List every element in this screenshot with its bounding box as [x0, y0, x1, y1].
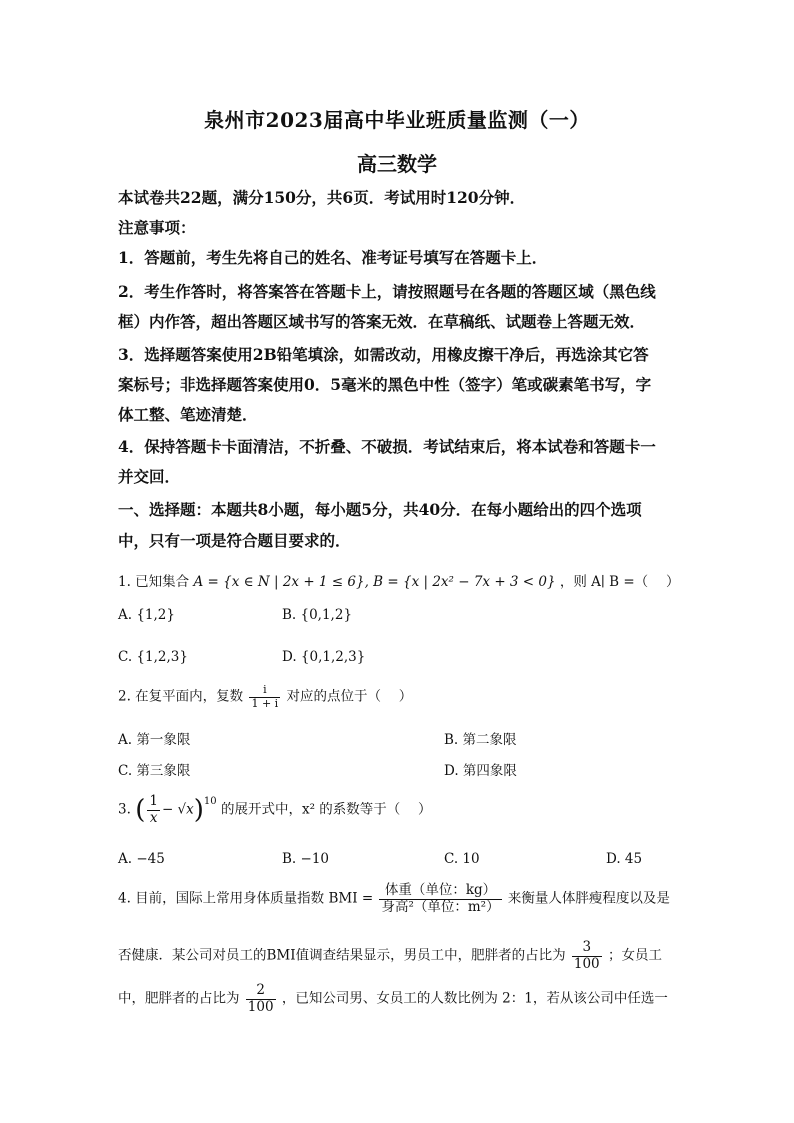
question-2-option-d: D. 第四象限	[444, 763, 517, 779]
section-1-heading-line-2: 中，只有一项是符合题目要求的．	[118, 531, 351, 550]
notice-item-2-line-1: 2．考生作答时，将答案答在答题卡上，请按照题号在各题的答题区域（黑色线	[118, 282, 656, 301]
question-3-fraction-denominator: x	[149, 809, 158, 826]
exam-subtitle: 高三数学	[357, 152, 437, 176]
question-4-line-1	[118, 883, 670, 915]
notice-item-4-line-2: 并交回．	[118, 467, 181, 486]
question-3-exponent: 10	[203, 795, 217, 807]
male-obesity-fraction	[572, 940, 602, 972]
question-3-fraction-numerator: 1	[149, 793, 158, 809]
question-2-fraction-denominator: 1 + i	[251, 696, 279, 710]
question-1-prefix: 1. 已知集合	[118, 574, 190, 590]
question-2-fraction	[249, 684, 280, 710]
female-obesity-denominator: 100	[247, 998, 274, 1015]
question-1-option-a: A. {1,2}	[118, 607, 175, 623]
question-2-suffix: 对应的点位于（ ）	[286, 688, 413, 705]
question-2-prefix: 2. 在复平面内，复数	[118, 688, 244, 705]
female-obesity-numerator: 2	[246, 983, 276, 1000]
question-4-line-3-prefix: 中，肥胖者的占比为	[118, 990, 240, 1007]
male-obesity-numerator: 3	[572, 940, 602, 957]
section-1-heading-line-1: 一、选择题：本题共8小题，每小题5分，共40分．在每小题给出的四个选项	[118, 500, 642, 519]
question-3-prefix: 3.	[118, 801, 131, 818]
right-paren: )	[193, 795, 204, 826]
question-2-option-c: C. 第三象限	[118, 763, 191, 779]
question-2-option-b: B. 第二象限	[444, 732, 517, 748]
question-3-option-b: B. −10	[282, 851, 329, 867]
notice-item-3-line-3: 体工整、笔迹清楚．	[118, 405, 258, 424]
question-3-option-a: A. −45	[118, 851, 165, 867]
question-3-suffix: 的展开式中，x² 的系数等于（ ）	[220, 801, 432, 818]
bmi-formula-numerator: 体重（单位：kg）	[379, 883, 501, 900]
question-4-line-3	[118, 983, 668, 1015]
question-1-suffix: ，则 A∣ B =（ ）	[559, 574, 680, 590]
male-obesity-denominator: 100	[573, 955, 600, 972]
question-1-option-b: B. {0,1,2}	[282, 607, 353, 623]
notice-item-1: 1．答题前，考生先将自己的姓名、准考证号填写在答题卡上．	[118, 248, 548, 267]
question-3-middle: − √x	[161, 801, 194, 818]
notice-item-2-line-2: 框）内作答，超出答题区域书写的答案无效．在草稿纸、试题卷上答题无效．	[118, 312, 646, 331]
question-1-option-d: D. {0,1,2,3}	[282, 649, 366, 665]
question-4-line-1-suffix: 来衡量人体胖瘦程度以及是	[507, 890, 670, 907]
question-4-line-2	[118, 940, 662, 972]
question-2-option-a: A. 第一象限	[118, 732, 191, 748]
question-1-formula: A = {x ∈ N | 2x + 1 ≤ 6}, B = {x | 2x² − 7x + 3 < 0}	[193, 574, 556, 590]
notice-item-3-line-2: 案标号；非选择题答案使用0．5毫米的黑色中性（签字）笔或碳素笔书写，字	[118, 375, 652, 394]
notice-item-4-line-1: 4．保持答题卡卡面清洁，不折叠、不破损．考试结束后，将本试卷和答题卡一	[118, 437, 656, 456]
question-1	[118, 570, 679, 590]
question-2-fraction-numerator: i	[249, 684, 280, 698]
question-4-line-1-prefix: 4. 目前，国际上常用身体质量指数 BMI =	[118, 890, 374, 907]
question-3-option-c: C. 10	[444, 851, 480, 867]
question-3-option-d: D. 45	[606, 851, 643, 867]
question-3	[118, 794, 432, 826]
notice-item-3-line-1: 3．选择题答案使用2B铅笔填涂，如需改动，用橡皮擦干净后，再选涂其它答	[118, 345, 649, 364]
question-4-line-2-suffix: ；女员工	[607, 947, 662, 964]
question-1-option-c: C. {1,2,3}	[118, 649, 188, 665]
bmi-formula-denominator: 身高²（单位：m²）	[381, 898, 500, 915]
bmi-formula-fraction	[379, 883, 501, 915]
instructions-intro: 本试卷共22题，满分150分，共6页．考试用时120分钟．	[118, 188, 526, 207]
left-paren: (	[135, 795, 146, 826]
notice-heading: 注意事项：	[118, 218, 196, 237]
female-obesity-fraction	[246, 983, 276, 1015]
question-2	[118, 684, 412, 710]
question-3-fraction	[147, 794, 160, 826]
exam-title: 泉州市2023届高中毕业班质量监测（一）	[204, 108, 590, 132]
question-4-line-2-prefix: 否健康．某公司对员工的BMI值调查结果显示，男员工中，肥胖者的占比为	[118, 947, 566, 964]
question-4-line-3-suffix: ，已知公司男、女员工的人数比例为 2：1，若从该公司中任选一	[281, 990, 668, 1007]
